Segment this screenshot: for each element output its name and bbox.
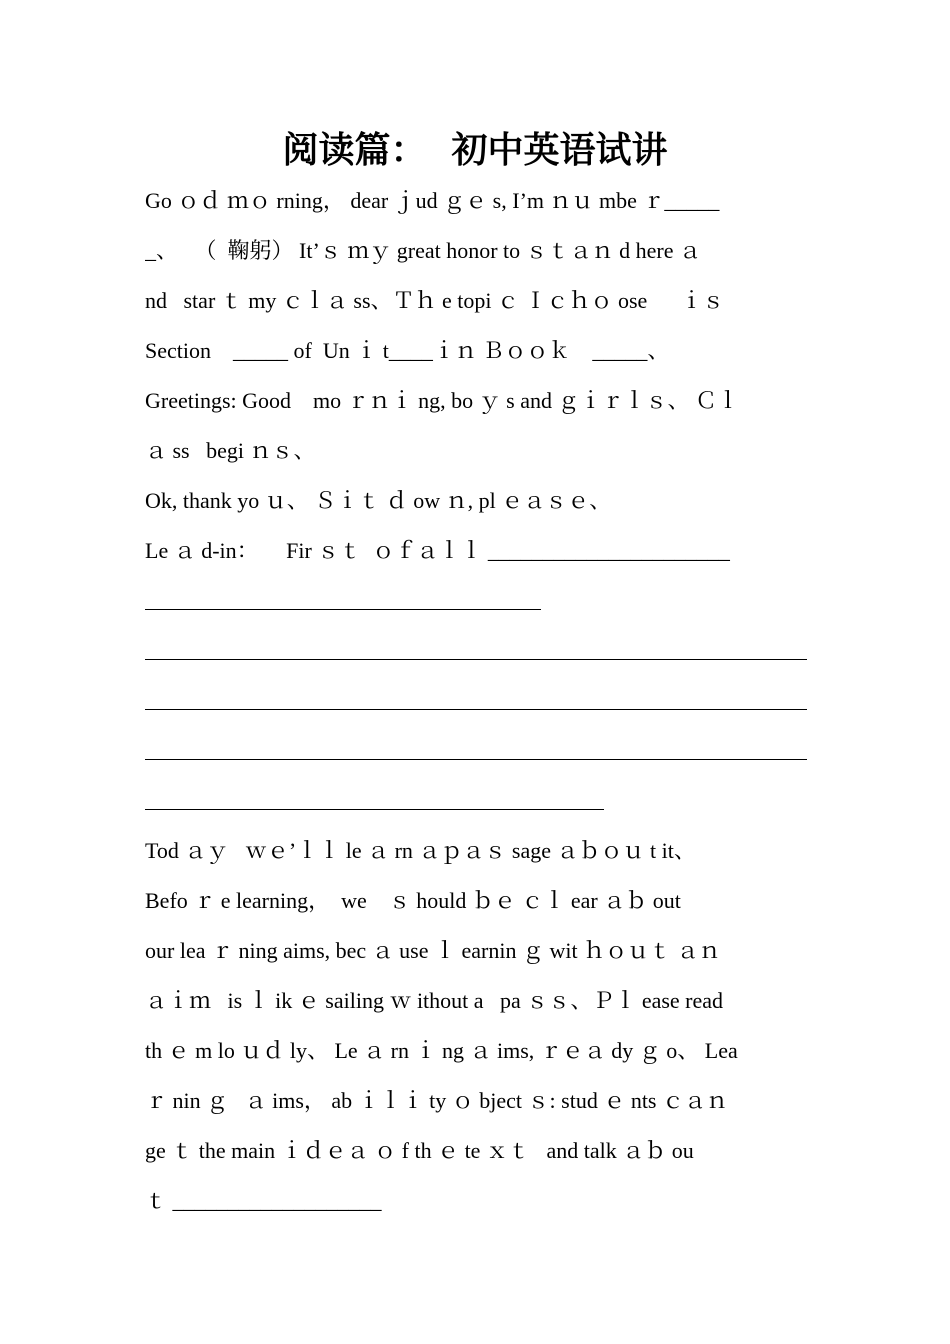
blank-answer-line bbox=[145, 626, 807, 676]
text-line: ａｉｍ is ｌ ik ｅ sailing ｗ ithout a pa ｓｓ、Ｐｌ ease read bbox=[145, 988, 724, 1013]
text-line: ge ｔ the main ｉｄｅａ ｏ f th ｅ te ｘｔ and talk ａｂ ou bbox=[145, 1138, 694, 1163]
text-line: ｒ nin ｇ ａ ims， ab ｉｌｉ ty ｏ bject ｓ: stud ｅ nts ｃａｎ bbox=[145, 1088, 728, 1113]
text-line: our lea ｒ ning aims, bec ａ use ｌ earnin ｇ wit ｈｏｕｔ ａｎ bbox=[145, 938, 721, 963]
text-line: ｔ ___________________ bbox=[145, 1188, 382, 1213]
page-title: 阅读篇： 初中英语试讲 bbox=[282, 129, 668, 171]
text-line: Ok, thank yo ｕ、 Ｓｉｔ ｄ ow ｎ, pl ｅａｓｅ、 bbox=[145, 488, 612, 513]
document-body bbox=[145, 176, 807, 1226]
text-line: Greetings: Good mo ｒｎｉ ng, bo ｙ s and ｇｉｒｌｓ、 Ｃｌ bbox=[145, 388, 739, 413]
text-line: _、 （ 鞠躬） It’ｓ ｍｙ great honor to ｓｔａｎ d here ａ bbox=[145, 238, 702, 263]
blank-answer-line bbox=[145, 726, 807, 776]
blank-answer-line bbox=[145, 676, 807, 726]
text-line: Befo ｒ e learning， we ｓ hould ｂｅ ｃｌ ear ａｂ out bbox=[145, 888, 681, 913]
text-line: Tod ａｙ ｗｅ’ｌｌ le ａ rn ａｐａｓ sage ａｂｏｕ t it、 bbox=[145, 838, 696, 863]
blank-answer-line bbox=[145, 576, 807, 626]
blank-answer-line bbox=[145, 776, 807, 826]
text-line: ａ ss begi ｎｓ、 bbox=[145, 438, 316, 463]
text-line: Go ｏｄ ｍｏ rning， dear ｊud ｇｅ s, I’m ｎｕ mbe ｒ_____ bbox=[145, 188, 720, 213]
text-line: Section _____ of Un ｉ t____ｉｎ Ｂｏｏｋ _____、 bbox=[145, 338, 670, 363]
text-line: Le ａ d-in： Fir ｓｔ ｏｆａｌｌ ______________________ bbox=[145, 538, 730, 563]
text-line: nd star ｔ my ｃｌａ ss、Ｔｈ e topi ｃ Ｉｃｈｏ ose ｉｓ bbox=[145, 288, 725, 313]
text-line: th ｅ m lo ｕｄ ly、 Le ａ rn ｉ ng ａ ims, ｒｅａ dy ｇ o、 Lea bbox=[145, 1038, 738, 1063]
